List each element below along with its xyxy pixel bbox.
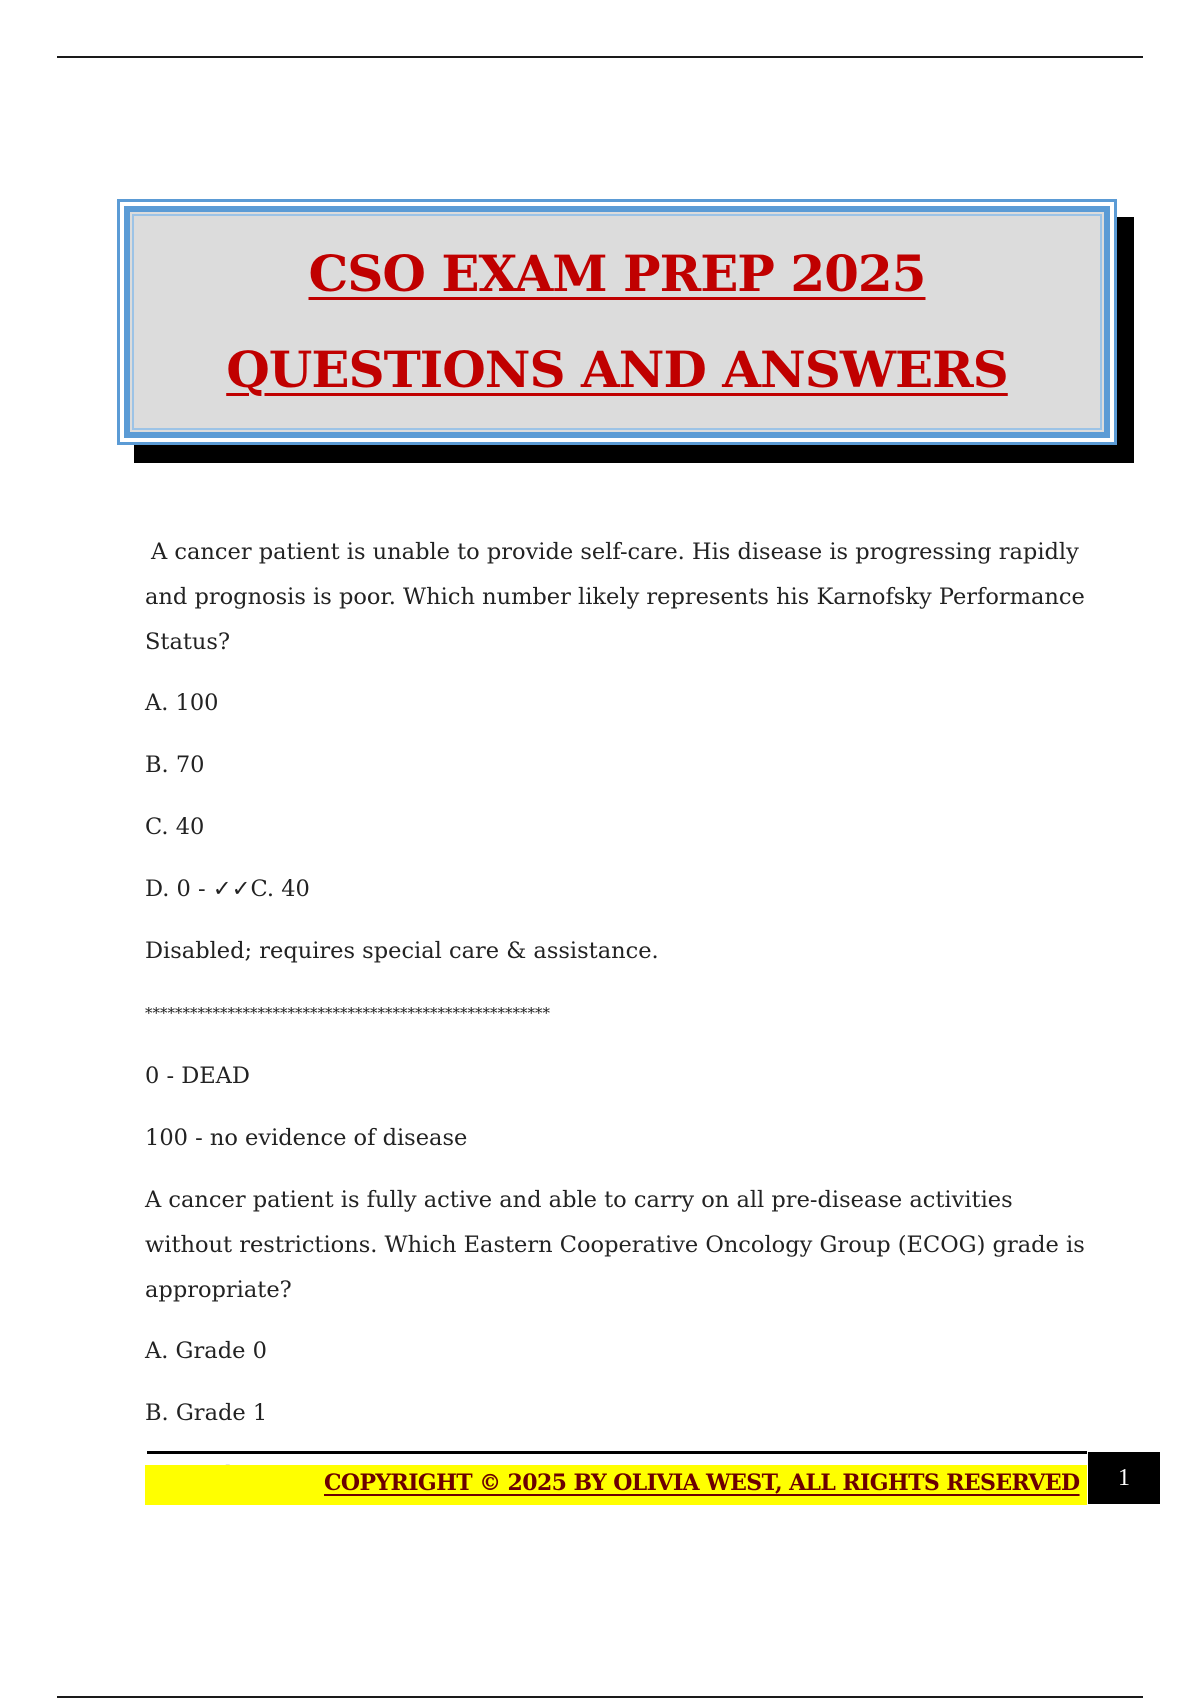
question-1-option-d-with-answer bbox=[145, 867, 1105, 912]
question-1-option-d: D. 0 - bbox=[145, 876, 213, 902]
document-body bbox=[145, 530, 1105, 1515]
title-banner bbox=[117, 199, 1117, 445]
question-2-option-a: A. Grade 0 bbox=[145, 1338, 267, 1364]
page-number: 1 bbox=[1088, 1452, 1160, 1504]
note-dead: 0 - DEAD bbox=[145, 1063, 250, 1089]
footer-rule bbox=[147, 1451, 1087, 1454]
question-1-answer: C. 40 bbox=[250, 876, 310, 902]
question-1-option-c: C. 40 bbox=[145, 814, 205, 840]
document-title-line-1: CSO EXAM PREP 2025 bbox=[308, 244, 926, 303]
title-banner-inner bbox=[124, 206, 1110, 438]
copyright-notice: COPYRIGHT © 2025 BY OLIVIA WEST, ALL RIGHTS RESERVED bbox=[324, 1470, 1080, 1496]
separator-line: ****************************************************** bbox=[145, 1004, 550, 1022]
check-mark-icon: ✓✓ bbox=[212, 876, 251, 902]
document-title-line-2: QUESTIONS AND ANSWERS bbox=[226, 340, 1008, 399]
question-1-explanation: Disabled; requires special care & assistance. bbox=[145, 938, 659, 964]
bottom-rule bbox=[57, 1696, 1143, 1698]
question-2-option-b: B. Grade 1 bbox=[145, 1400, 268, 1426]
note-no-disease: 100 - no evidence of disease bbox=[145, 1125, 468, 1151]
top-rule bbox=[57, 56, 1143, 58]
question-1-text: A cancer patient is unable to provide self-care. His disease is progressing rapidly and prognosis is poor. Which number likely represents his Karnofsky Performance Status? bbox=[145, 539, 1085, 655]
question-2-text: A cancer patient is fully active and able to carry on all pre-disease activities without restrictions. Which Eastern Cooperative Oncology Group (ECOG) grade is appropriate? bbox=[145, 1187, 1085, 1303]
question-1-option-b: B. 70 bbox=[145, 752, 205, 778]
question-1-option-a: A. 100 bbox=[145, 690, 219, 716]
